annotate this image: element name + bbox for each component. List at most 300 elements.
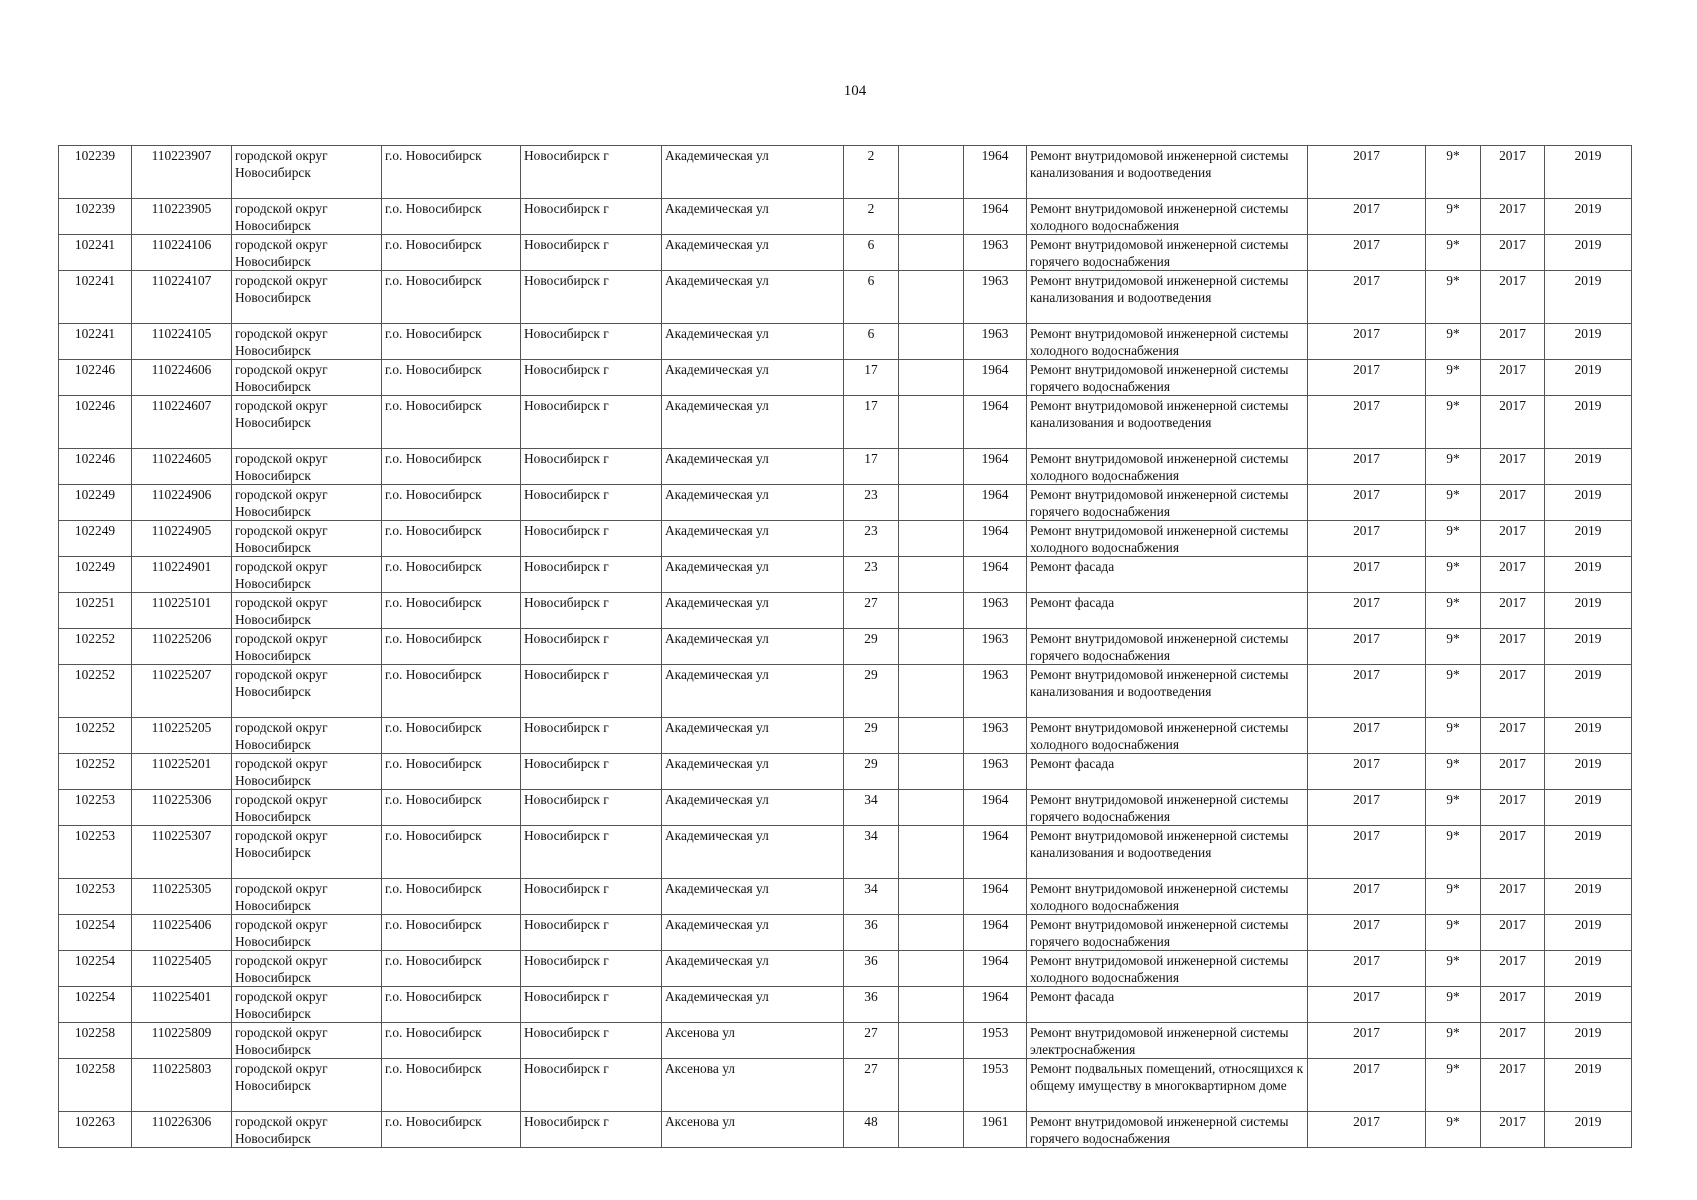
street-cell: Академическая ул — [662, 324, 844, 360]
start-year-cell: 2017 — [1481, 521, 1545, 557]
district-cell: городской округ Новосибирск — [232, 396, 382, 449]
start-year-cell: 2017 — [1481, 987, 1545, 1023]
work-code-cell: 110225305 — [132, 879, 232, 915]
house-number-cell: 17 — [844, 360, 899, 396]
object-id-cell: 102241 — [59, 271, 132, 324]
house-number-cell: 2 — [844, 146, 899, 199]
end-year-cell: 2019 — [1545, 199, 1632, 235]
table-row — [59, 396, 1632, 449]
street-cell: Академическая ул — [662, 951, 844, 987]
street-cell: Академическая ул — [662, 593, 844, 629]
floors-cell: 9* — [1426, 396, 1481, 449]
start-year-cell: 2017 — [1481, 879, 1545, 915]
object-id-cell: 102254 — [59, 951, 132, 987]
start-year-cell: 2017 — [1481, 449, 1545, 485]
work-type-cell: Ремонт внутридомовой инженерной системы горячего водоснабжения — [1027, 1112, 1308, 1148]
city-cell: Новосибирск г — [521, 396, 662, 449]
floors-cell: 9* — [1426, 1112, 1481, 1148]
floors-cell: 9* — [1426, 485, 1481, 521]
year-built-cell: 1964 — [964, 826, 1027, 879]
work-code-cell: 110225307 — [132, 826, 232, 879]
house-number-cell: 34 — [844, 790, 899, 826]
city-cell: Новосибирск г — [521, 754, 662, 790]
floors-cell: 9* — [1426, 235, 1481, 271]
house-number-cell: 23 — [844, 485, 899, 521]
end-year-cell: 2019 — [1545, 521, 1632, 557]
work-type-cell: Ремонт внутридомовой инженерной системы горячего водоснабжения — [1027, 360, 1308, 396]
floors-cell: 9* — [1426, 1023, 1481, 1059]
city-cell: Новосибирск г — [521, 790, 662, 826]
repair-registry-table — [58, 145, 1632, 1148]
year-built-cell: 1953 — [964, 1059, 1027, 1112]
table-row — [59, 485, 1632, 521]
table-row — [59, 915, 1632, 951]
object-id-cell: 102254 — [59, 915, 132, 951]
year-built-cell: 1964 — [964, 987, 1027, 1023]
floors-cell: 9* — [1426, 271, 1481, 324]
district-cell: городской округ Новосибирск — [232, 199, 382, 235]
district-cell: городской округ Новосибирск — [232, 146, 382, 199]
municipality-cell: г.о. Новосибирск — [382, 557, 521, 593]
plan-year-cell: 2017 — [1308, 1112, 1426, 1148]
table-row — [59, 593, 1632, 629]
street-cell: Академическая ул — [662, 915, 844, 951]
house-number-cell: 23 — [844, 557, 899, 593]
end-year-cell: 2019 — [1545, 790, 1632, 826]
municipality-cell: г.о. Новосибирск — [382, 1023, 521, 1059]
start-year-cell: 2017 — [1481, 790, 1545, 826]
house-number-cell: 36 — [844, 915, 899, 951]
work-code-cell: 110224906 — [132, 485, 232, 521]
plan-year-cell: 2017 — [1308, 485, 1426, 521]
object-id-cell: 102252 — [59, 718, 132, 754]
table-row — [59, 629, 1632, 665]
building-cell — [899, 879, 964, 915]
building-cell — [899, 199, 964, 235]
plan-year-cell: 2017 — [1308, 1059, 1426, 1112]
work-type-cell: Ремонт подвальных помещений, относящихся к общему имуществу в многоквартирном доме — [1027, 1059, 1308, 1112]
work-type-cell: Ремонт внутридомовой инженерной системы горячего водоснабжения — [1027, 790, 1308, 826]
street-cell: Академическая ул — [662, 449, 844, 485]
street-cell: Академическая ул — [662, 485, 844, 521]
plan-year-cell: 2017 — [1308, 826, 1426, 879]
plan-year-cell: 2017 — [1308, 790, 1426, 826]
end-year-cell: 2019 — [1545, 485, 1632, 521]
work-type-cell: Ремонт внутридомовой инженерной системы холодного водоснабжения — [1027, 718, 1308, 754]
city-cell: Новосибирск г — [521, 987, 662, 1023]
district-cell: городской округ Новосибирск — [232, 915, 382, 951]
floors-cell: 9* — [1426, 951, 1481, 987]
work-code-cell: 110224905 — [132, 521, 232, 557]
plan-year-cell: 2017 — [1308, 629, 1426, 665]
municipality-cell: г.о. Новосибирск — [382, 485, 521, 521]
district-cell: городской округ Новосибирск — [232, 879, 382, 915]
plan-year-cell: 2017 — [1308, 951, 1426, 987]
floors-cell: 9* — [1426, 146, 1481, 199]
district-cell: городской округ Новосибирск — [232, 593, 382, 629]
object-id-cell: 102254 — [59, 987, 132, 1023]
work-type-cell: Ремонт внутридомовой инженерной системы канализования и водоотведения — [1027, 665, 1308, 718]
plan-year-cell: 2017 — [1308, 987, 1426, 1023]
object-id-cell: 102249 — [59, 521, 132, 557]
house-number-cell: 29 — [844, 754, 899, 790]
floors-cell: 9* — [1426, 790, 1481, 826]
city-cell: Новосибирск г — [521, 665, 662, 718]
work-code-cell: 110223907 — [132, 146, 232, 199]
building-cell — [899, 915, 964, 951]
object-id-cell: 102241 — [59, 324, 132, 360]
building-cell — [899, 485, 964, 521]
work-code-cell: 110225809 — [132, 1023, 232, 1059]
end-year-cell: 2019 — [1545, 1023, 1632, 1059]
work-type-cell: Ремонт внутридомовой инженерной системы канализования и водоотведения — [1027, 396, 1308, 449]
end-year-cell: 2019 — [1545, 271, 1632, 324]
end-year-cell: 2019 — [1545, 449, 1632, 485]
municipality-cell: г.о. Новосибирск — [382, 146, 521, 199]
street-cell: Академическая ул — [662, 665, 844, 718]
start-year-cell: 2017 — [1481, 271, 1545, 324]
plan-year-cell: 2017 — [1308, 521, 1426, 557]
building-cell — [899, 1112, 964, 1148]
street-cell: Академическая ул — [662, 790, 844, 826]
municipality-cell: г.о. Новосибирск — [382, 987, 521, 1023]
table-row — [59, 951, 1632, 987]
floors-cell: 9* — [1426, 718, 1481, 754]
city-cell: Новосибирск г — [521, 1059, 662, 1112]
floors-cell: 9* — [1426, 199, 1481, 235]
object-id-cell: 102263 — [59, 1112, 132, 1148]
district-cell: городской округ Новосибирск — [232, 557, 382, 593]
year-built-cell: 1963 — [964, 235, 1027, 271]
work-type-cell: Ремонт фасада — [1027, 754, 1308, 790]
house-number-cell: 6 — [844, 235, 899, 271]
plan-year-cell: 2017 — [1308, 593, 1426, 629]
year-built-cell: 1964 — [964, 485, 1027, 521]
table-row — [59, 987, 1632, 1023]
house-number-cell: 17 — [844, 396, 899, 449]
floors-cell: 9* — [1426, 1059, 1481, 1112]
floors-cell: 9* — [1426, 521, 1481, 557]
table-row — [59, 324, 1632, 360]
street-cell: Академическая ул — [662, 146, 844, 199]
street-cell: Аксенова ул — [662, 1112, 844, 1148]
end-year-cell: 2019 — [1545, 826, 1632, 879]
plan-year-cell: 2017 — [1308, 754, 1426, 790]
district-cell: городской округ Новосибирск — [232, 629, 382, 665]
start-year-cell: 2017 — [1481, 1023, 1545, 1059]
object-id-cell: 102246 — [59, 396, 132, 449]
house-number-cell: 6 — [844, 324, 899, 360]
work-type-cell: Ремонт внутридомовой инженерной системы электроснабжения — [1027, 1023, 1308, 1059]
street-cell: Академическая ул — [662, 754, 844, 790]
street-cell: Аксенова ул — [662, 1023, 844, 1059]
city-cell: Новосибирск г — [521, 951, 662, 987]
municipality-cell: г.о. Новосибирск — [382, 199, 521, 235]
work-code-cell: 110225207 — [132, 665, 232, 718]
work-code-cell: 110225205 — [132, 718, 232, 754]
house-number-cell: 27 — [844, 593, 899, 629]
start-year-cell: 2017 — [1481, 396, 1545, 449]
end-year-cell: 2019 — [1545, 360, 1632, 396]
start-year-cell: 2017 — [1481, 754, 1545, 790]
district-cell: городской округ Новосибирск — [232, 1112, 382, 1148]
year-built-cell: 1963 — [964, 593, 1027, 629]
page-number: 104 — [843, 83, 867, 99]
end-year-cell: 2019 — [1545, 593, 1632, 629]
table-row — [59, 235, 1632, 271]
object-id-cell: 102249 — [59, 485, 132, 521]
district-cell: городской округ Новосибирск — [232, 718, 382, 754]
municipality-cell: г.о. Новосибирск — [382, 1112, 521, 1148]
object-id-cell: 102253 — [59, 790, 132, 826]
floors-cell: 9* — [1426, 754, 1481, 790]
building-cell — [899, 951, 964, 987]
street-cell: Академическая ул — [662, 360, 844, 396]
district-cell: городской округ Новосибирск — [232, 235, 382, 271]
table-row — [59, 557, 1632, 593]
building-cell — [899, 521, 964, 557]
work-type-cell: Ремонт внутридомовой инженерной системы горячего водоснабжения — [1027, 235, 1308, 271]
building-cell — [899, 235, 964, 271]
street-cell: Академическая ул — [662, 879, 844, 915]
city-cell: Новосибирск г — [521, 485, 662, 521]
street-cell: Академическая ул — [662, 987, 844, 1023]
object-id-cell: 102252 — [59, 629, 132, 665]
work-code-cell: 110226306 — [132, 1112, 232, 1148]
house-number-cell: 36 — [844, 987, 899, 1023]
street-cell: Академическая ул — [662, 271, 844, 324]
street-cell: Академическая ул — [662, 396, 844, 449]
building-cell — [899, 987, 964, 1023]
building-cell — [899, 271, 964, 324]
work-code-cell: 110224607 — [132, 396, 232, 449]
table-row — [59, 199, 1632, 235]
year-built-cell: 1964 — [964, 879, 1027, 915]
house-number-cell: 29 — [844, 718, 899, 754]
district-cell: городской округ Новосибирск — [232, 826, 382, 879]
start-year-cell: 2017 — [1481, 951, 1545, 987]
house-number-cell: 27 — [844, 1059, 899, 1112]
floors-cell: 9* — [1426, 629, 1481, 665]
start-year-cell: 2017 — [1481, 324, 1545, 360]
building-cell — [899, 754, 964, 790]
municipality-cell: г.о. Новосибирск — [382, 951, 521, 987]
start-year-cell: 2017 — [1481, 485, 1545, 521]
end-year-cell: 2019 — [1545, 987, 1632, 1023]
city-cell: Новосибирск г — [521, 1023, 662, 1059]
year-built-cell: 1963 — [964, 324, 1027, 360]
table-row — [59, 754, 1632, 790]
year-built-cell: 1964 — [964, 790, 1027, 826]
end-year-cell: 2019 — [1545, 146, 1632, 199]
building-cell — [899, 1059, 964, 1112]
year-built-cell: 1964 — [964, 396, 1027, 449]
start-year-cell: 2017 — [1481, 826, 1545, 879]
start-year-cell: 2017 — [1481, 665, 1545, 718]
district-cell: городской округ Новосибирск — [232, 790, 382, 826]
work-code-cell: 110225803 — [132, 1059, 232, 1112]
start-year-cell: 2017 — [1481, 718, 1545, 754]
start-year-cell: 2017 — [1481, 146, 1545, 199]
district-cell: городской округ Новосибирск — [232, 521, 382, 557]
end-year-cell: 2019 — [1545, 1059, 1632, 1112]
municipality-cell: г.о. Новосибирск — [382, 593, 521, 629]
start-year-cell: 2017 — [1481, 1059, 1545, 1112]
year-built-cell: 1964 — [964, 915, 1027, 951]
city-cell: Новосибирск г — [521, 360, 662, 396]
municipality-cell: г.о. Новосибирск — [382, 790, 521, 826]
city-cell: Новосибирск г — [521, 557, 662, 593]
municipality-cell: г.о. Новосибирск — [382, 665, 521, 718]
district-cell: городской округ Новосибирск — [232, 271, 382, 324]
plan-year-cell: 2017 — [1308, 324, 1426, 360]
work-code-cell: 110225101 — [132, 593, 232, 629]
table-body — [59, 146, 1632, 1148]
work-code-cell: 110224605 — [132, 449, 232, 485]
street-cell: Академическая ул — [662, 826, 844, 879]
city-cell: Новосибирск г — [521, 879, 662, 915]
work-code-cell: 110224606 — [132, 360, 232, 396]
end-year-cell: 2019 — [1545, 235, 1632, 271]
plan-year-cell: 2017 — [1308, 396, 1426, 449]
year-built-cell: 1964 — [964, 557, 1027, 593]
object-id-cell: 102246 — [59, 360, 132, 396]
house-number-cell: 17 — [844, 449, 899, 485]
plan-year-cell: 2017 — [1308, 665, 1426, 718]
work-type-cell: Ремонт внутридомовой инженерной системы холодного водоснабжения — [1027, 449, 1308, 485]
building-cell — [899, 826, 964, 879]
district-cell: городской округ Новосибирск — [232, 485, 382, 521]
year-built-cell: 1963 — [964, 665, 1027, 718]
district-cell: городской округ Новосибирск — [232, 754, 382, 790]
table-row — [59, 360, 1632, 396]
plan-year-cell: 2017 — [1308, 199, 1426, 235]
work-type-cell: Ремонт внутридомовой инженерной системы холодного водоснабжения — [1027, 324, 1308, 360]
work-type-cell: Ремонт внутридомовой инженерной системы горячего водоснабжения — [1027, 915, 1308, 951]
plan-year-cell: 2017 — [1308, 146, 1426, 199]
house-number-cell: 23 — [844, 521, 899, 557]
floors-cell: 9* — [1426, 665, 1481, 718]
start-year-cell: 2017 — [1481, 235, 1545, 271]
work-code-cell: 110225406 — [132, 915, 232, 951]
table-row — [59, 271, 1632, 324]
start-year-cell: 2017 — [1481, 360, 1545, 396]
municipality-cell: г.о. Новосибирск — [382, 271, 521, 324]
work-code-cell: 110224105 — [132, 324, 232, 360]
city-cell: Новосибирск г — [521, 271, 662, 324]
building-cell — [899, 665, 964, 718]
building-cell — [899, 557, 964, 593]
district-cell: городской округ Новосибирск — [232, 324, 382, 360]
street-cell: Академическая ул — [662, 557, 844, 593]
year-built-cell: 1963 — [964, 754, 1027, 790]
work-code-cell: 110223905 — [132, 199, 232, 235]
building-cell — [899, 449, 964, 485]
district-cell: городской округ Новосибирск — [232, 987, 382, 1023]
city-cell: Новосибирск г — [521, 235, 662, 271]
building-cell — [899, 396, 964, 449]
district-cell: городской округ Новосибирск — [232, 1023, 382, 1059]
work-type-cell: Ремонт фасада — [1027, 593, 1308, 629]
work-type-cell: Ремонт внутридомовой инженерной системы канализования и водоотведения — [1027, 271, 1308, 324]
municipality-cell: г.о. Новосибирск — [382, 826, 521, 879]
start-year-cell: 2017 — [1481, 629, 1545, 665]
plan-year-cell: 2017 — [1308, 557, 1426, 593]
street-cell: Академическая ул — [662, 235, 844, 271]
year-built-cell: 1964 — [964, 951, 1027, 987]
end-year-cell: 2019 — [1545, 718, 1632, 754]
table-row — [59, 1059, 1632, 1112]
floors-cell: 9* — [1426, 915, 1481, 951]
floors-cell: 9* — [1426, 987, 1481, 1023]
plan-year-cell: 2017 — [1308, 271, 1426, 324]
table-row — [59, 1023, 1632, 1059]
district-cell: городской округ Новосибирск — [232, 951, 382, 987]
city-cell: Новосибирск г — [521, 521, 662, 557]
work-type-cell: Ремонт внутридомовой инженерной системы горячего водоснабжения — [1027, 485, 1308, 521]
plan-year-cell: 2017 — [1308, 449, 1426, 485]
municipality-cell: г.о. Новосибирск — [382, 235, 521, 271]
work-code-cell: 110224901 — [132, 557, 232, 593]
municipality-cell: г.о. Новосибирск — [382, 324, 521, 360]
municipality-cell: г.о. Новосибирск — [382, 915, 521, 951]
year-built-cell: 1964 — [964, 449, 1027, 485]
end-year-cell: 2019 — [1545, 396, 1632, 449]
city-cell: Новосибирск г — [521, 718, 662, 754]
start-year-cell: 2017 — [1481, 593, 1545, 629]
start-year-cell: 2017 — [1481, 199, 1545, 235]
table-row — [59, 521, 1632, 557]
table-row — [59, 665, 1632, 718]
plan-year-cell: 2017 — [1308, 879, 1426, 915]
work-type-cell: Ремонт внутридомовой инженерной системы холодного водоснабжения — [1027, 199, 1308, 235]
house-number-cell: 34 — [844, 879, 899, 915]
table-row — [59, 718, 1632, 754]
municipality-cell: г.о. Новосибирск — [382, 754, 521, 790]
house-number-cell: 29 — [844, 629, 899, 665]
municipality-cell: г.о. Новосибирск — [382, 879, 521, 915]
work-type-cell: Ремонт внутридомовой инженерной системы холодного водоснабжения — [1027, 521, 1308, 557]
end-year-cell: 2019 — [1545, 951, 1632, 987]
end-year-cell: 2019 — [1545, 629, 1632, 665]
building-cell — [899, 718, 964, 754]
work-code-cell: 110225201 — [132, 754, 232, 790]
floors-cell: 9* — [1426, 557, 1481, 593]
object-id-cell: 102258 — [59, 1023, 132, 1059]
end-year-cell: 2019 — [1545, 754, 1632, 790]
year-built-cell: 1961 — [964, 1112, 1027, 1148]
start-year-cell: 2017 — [1481, 915, 1545, 951]
work-type-cell: Ремонт фасада — [1027, 987, 1308, 1023]
year-built-cell: 1964 — [964, 360, 1027, 396]
municipality-cell: г.о. Новосибирск — [382, 449, 521, 485]
object-id-cell: 102241 — [59, 235, 132, 271]
year-built-cell: 1964 — [964, 521, 1027, 557]
street-cell: Академическая ул — [662, 629, 844, 665]
district-cell: городской округ Новосибирск — [232, 449, 382, 485]
object-id-cell: 102252 — [59, 754, 132, 790]
city-cell: Новосибирск г — [521, 629, 662, 665]
plan-year-cell: 2017 — [1308, 718, 1426, 754]
table-row — [59, 1112, 1632, 1148]
building-cell — [899, 790, 964, 826]
object-id-cell: 102251 — [59, 593, 132, 629]
floors-cell: 9* — [1426, 593, 1481, 629]
start-year-cell: 2017 — [1481, 1112, 1545, 1148]
work-type-cell: Ремонт внутридомовой инженерной системы канализования и водоотведения — [1027, 826, 1308, 879]
building-cell — [899, 1023, 964, 1059]
city-cell: Новосибирск г — [521, 826, 662, 879]
